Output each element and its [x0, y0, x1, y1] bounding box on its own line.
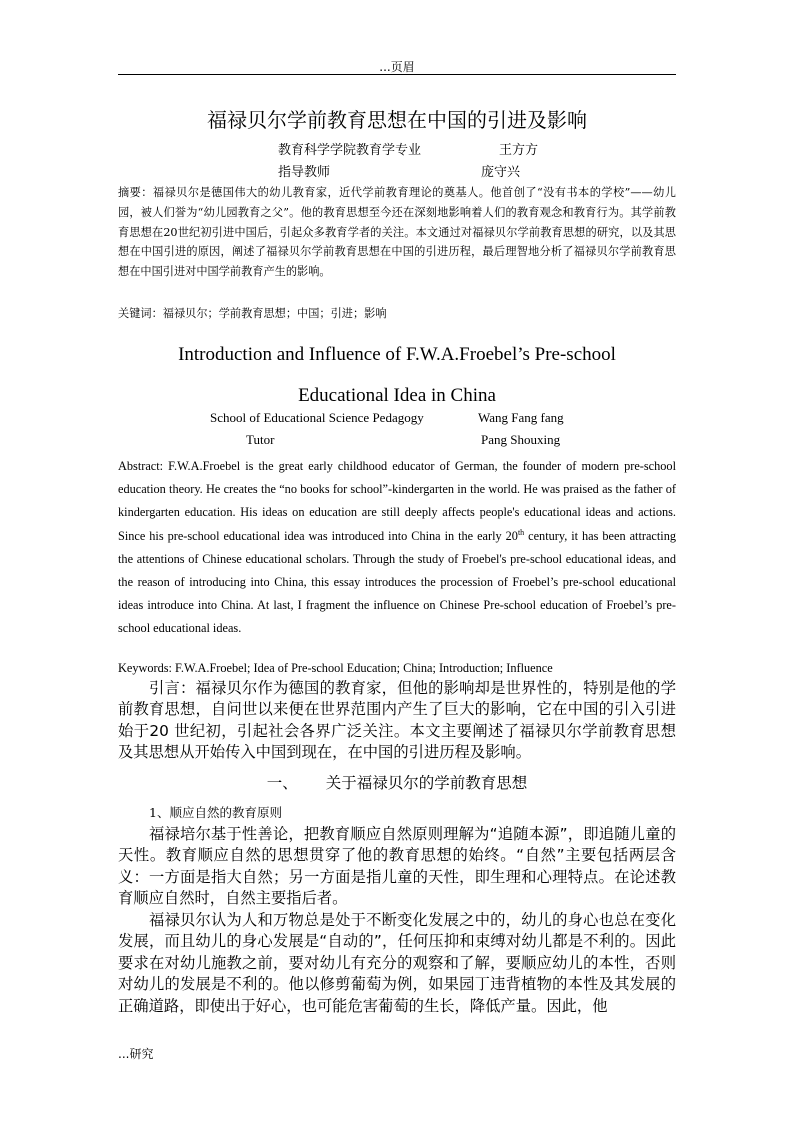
- author-name-en: Wang Fang fang: [478, 410, 564, 425]
- body-paragraph: 福禄贝尔认为人和万物总是处于不断变化发展之中的，幼儿的身心也总在变化发展，而且幼儿的身心发展是“自动的”，任何压抑和束缚对幼儿都是不利的。因此要求在对幼儿施教之前，要对幼儿有充分的观察和了解，要顺应幼儿的本性，否则对幼儿的发展是不利的。他以修剪葡萄为例，如果园丁违背植物的本性及其发展的正确道路，即使出于好心，也可能危害葡萄的生长，降低产量。因此，他: [118, 911, 676, 1015]
- tutor-line-en: [118, 432, 676, 450]
- keywords-cn: [118, 305, 676, 323]
- tutor-label-en: Tutor: [246, 432, 275, 447]
- title-en-line1: Introduction and Influence of F.W.A.Froebel’s Pre-school: [178, 344, 616, 365]
- keywords-label-cn: 关键词：: [118, 307, 163, 320]
- ordinal-suffix: th: [517, 527, 525, 537]
- advisor-line-cn: [118, 161, 676, 179]
- page-header: ...页眉: [379, 60, 415, 74]
- author-line-cn: [118, 139, 676, 157]
- keywords-text-cn: 福禄贝尔；学前教育思想；中国；引进；影响: [162, 307, 387, 320]
- paper-title-cn: 福禄贝尔学前教育思想在中国的引进及影响: [207, 108, 587, 132]
- abstract-cn: [118, 183, 676, 282]
- section-number: 一、: [266, 774, 298, 792]
- subsection-heading: 1、顺应自然的教育原则: [149, 805, 282, 820]
- author-line-en: [118, 410, 676, 428]
- keywords-en: Keywords: F.W.A.Froebel; Idea of Pre-school Education; China; Introduction; Influence: [118, 661, 553, 675]
- body-paragraph: 福禄培尔基于性善论，把教育顺应自然原则理解为“追随本源”，即追随儿童的天性。教育顺应自然的思想贯穿了他的教育思想的始终。“自然”主要包括两层含义：一方面是指大自然；另一方面是指儿童的天性，即生理和心理特点。在论述教育顺应自然时，自然主要指后者。: [118, 825, 676, 908]
- author-department-en: School of Educational Science Pedagogy: [210, 410, 424, 425]
- tutor-name-en: Pang Shouxing: [481, 432, 561, 447]
- page-footer: ...研究: [118, 1047, 154, 1061]
- author-name-cn: 王方方: [499, 143, 539, 158]
- abstract-en-part1: Abstract: F.W.A.Froebel is the great early childhood educator of German, the founder of modern pre-school education theory. He creates the “no books for school”-kindergarten in the world. He was praised as the father of kindergarten education. His ideas on education are still deeply affects people's educational ideas and actions. Since his pre-school educational idea was introduced into China in the early 20: [118, 459, 676, 543]
- advisor-name-cn: 庞守兴: [481, 165, 521, 180]
- paper-title-en: [118, 334, 676, 416]
- abstract-label-cn: 摘要：: [118, 186, 153, 199]
- abstract-text-cn: 福禄贝尔是德国伟大的幼儿教育家，近代学前教育理论的奠基人。他首创了“没有书本的学校”——幼儿园，被人们誉为“幼儿园教育之父”。他的教育思想至今还在深刻地影响着人们的教育观念和教育行为。其学前教育思想在20世纪初引进中国后，引起众多教育学者的关注。本文通过对福禄贝尔学前教育思想的研究，以及其思想在中国引进的原因，阐述了福禄贝尔学前教育思想在中国的引进历程，最后理智地分析了福禄贝尔学前教育思想在中国引进对中国学前教育产生的影响。: [118, 186, 676, 279]
- advisor-label-cn: 指导教师: [278, 165, 331, 180]
- abstract-en-part2: century, it has been attracting the attentions of Chinese educational scholars. Through the study of Froebel's pre-school educational ideas, and the reason of introducing into China, this essay introduces the procession of Froebel’s pre-school educational ideas introduce into China. At last, I fragment the influence on Chinese Pre-school education of Froebel’s pre-school educational ideas.: [118, 528, 676, 636]
- header-divider: [118, 74, 676, 75]
- title-en-line2: Educational Idea in China: [298, 385, 496, 406]
- section-heading: [118, 772, 676, 794]
- abstract-en: [118, 455, 676, 641]
- author-department-cn: 教育科学学院教育学专业: [278, 143, 422, 158]
- introduction-paragraph: 引言：福禄贝尔作为德国的教育家，但他的影响却是世界性的，特别是他的学前教育思想，自问世以来便在世界范围内产生了巨大的影响，它在中国的引入引进始于20 世纪初，引起社会各界广泛关注。本文主要阐述了福禄贝尔学前教育思想及其思想从开始传入中国到现在，在中国的引进历程及影响。: [118, 679, 676, 762]
- section-title: 关于福禄贝尔的学前教育思想: [325, 774, 528, 792]
